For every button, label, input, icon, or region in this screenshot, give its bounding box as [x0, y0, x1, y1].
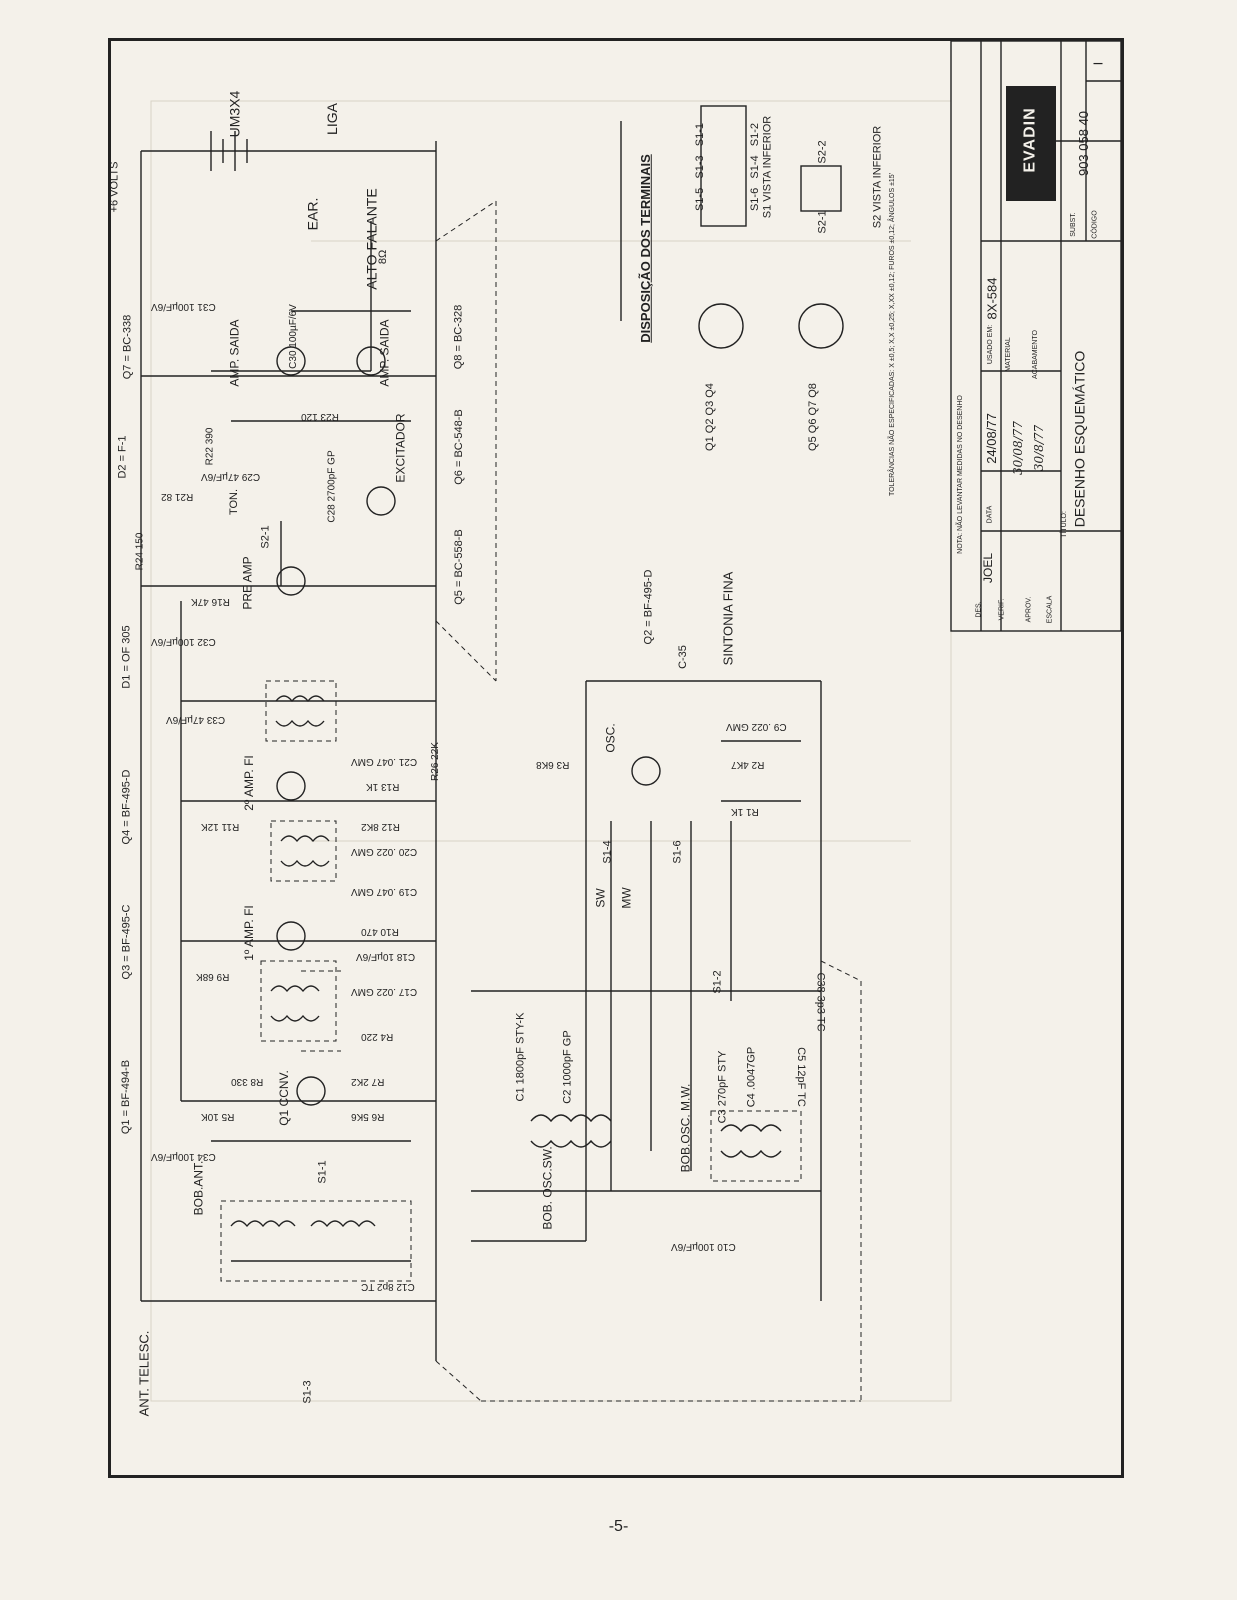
c2-label: C2 1000pF GP [561, 1030, 574, 1104]
speaker-impedance-label: 8Ω [377, 249, 390, 265]
designer-name: JOEL [981, 552, 996, 584]
terminals-title: DISPOSIÇÃO DOS TERMINAIS [637, 154, 653, 343]
c12-label: C12 8p2 TC [361, 1281, 415, 1292]
r6-label: R6 5K6 [351, 1111, 385, 1122]
finish-label: ACABAMENTO [1031, 330, 1039, 379]
r13-label: R13 1K [366, 781, 400, 792]
q7-type-label: Q7 = BC-338 [121, 314, 134, 380]
used-in-label: USADO EM: [987, 324, 995, 365]
page-number: -5- [608, 1518, 629, 1535]
fine-tuning-label: SINTONIA FINA [720, 571, 736, 666]
nota-text: NOTA: NÃO LEVANTAR MEDIDAS NO DESENHO [956, 395, 964, 554]
verif-date: 30/08/77 [1010, 421, 1025, 475]
q8-role-label: AMP. SAIDA [377, 319, 392, 387]
s2-2-term: S2-2 [816, 140, 829, 164]
c35-label: C-35 [676, 645, 689, 669]
r3-label: R3 6K8 [536, 759, 570, 770]
r5-label: R5 10K [201, 1111, 235, 1122]
verif-label: VERIF. [998, 598, 1006, 621]
c4-label: C4 .0047GP [745, 1046, 758, 1108]
c19-label: C19 .047 GMV [351, 886, 418, 897]
osc-mw-coil-label: BOB.OSC. M.W. [678, 1083, 693, 1173]
power-switch-label: LIGA [323, 103, 340, 135]
q1-type-label: Q1 = BF-494-B [120, 1059, 133, 1135]
s2-1-term: S2-1 [816, 210, 829, 234]
q6-type-label: Q6 = BC-548-B [452, 409, 465, 485]
tolerances-text: TOLERÂNCIAS NÃO ESPECIFICADAS: X ±0,5; X,X ±0,25; X,XX ±0,12; FUROS ±0,12; ÂNGULOS ±15' [889, 172, 897, 497]
c21-label: C21 .047 GMV [351, 756, 418, 767]
code-label: CÓDIGO [1091, 210, 1099, 239]
tone-switch-label: TON. [228, 488, 241, 516]
s1-2-term: S1-2 [749, 122, 762, 147]
c33-label: C33 47µF/6V [166, 714, 226, 725]
q6-role-label: EXCITADOR [393, 413, 408, 483]
schematic-sheet [108, 38, 1124, 1478]
brand-logo: EVADIN [1021, 107, 1039, 173]
s1-4-term: S1-4 [749, 155, 762, 179]
d1-type-label: D1 = OF 305 [120, 625, 133, 689]
mw-label: MW [619, 887, 634, 909]
c3-label: C3 270pF STY [716, 1050, 729, 1124]
r4-label: R4 220 [361, 1031, 394, 1042]
s2-caption: S2 VISTA INFERIOR [871, 125, 884, 229]
q5-role-label: PRE AMP [240, 556, 255, 610]
q3-role-label: 1º AMP. FI [241, 905, 256, 961]
q4-type-label: Q4 = BF-495-D [120, 769, 133, 845]
s1-1-label: S1-1 [316, 1160, 329, 1184]
osc-sw-coil-label: BOB. OSC.SW. [540, 1146, 555, 1230]
r2-label: R2 4K7 [731, 759, 765, 770]
c18-label: C18 10µF/6V [356, 951, 416, 962]
r16-label: R16 47K [191, 596, 230, 607]
date-value: 24/08/77 [983, 413, 999, 464]
s1-2-label: S1-2 [711, 970, 724, 994]
s1-top-row [694, 123, 706, 211]
material-label: MATERIAL [1004, 337, 1012, 372]
c32-label: C32 100µF/6V [151, 636, 216, 647]
c38-label: C38 3p3 TC [814, 972, 827, 1032]
r12-label: R12 8K2 [361, 821, 400, 832]
s1-1-term: S1-1 [694, 122, 707, 147]
q1-role-label: Q1 CCNV. [276, 1070, 291, 1126]
s1-4-label: S1-4 [601, 840, 614, 864]
c1-label: C1 1800pF STY-K [514, 1012, 527, 1102]
q3-type-label: Q3 = BF-495-C [120, 904, 133, 980]
group1-label: Q1 Q2 Q3 Q4 [703, 383, 716, 451]
q2-role-label: OSC. [603, 723, 618, 753]
r21-label: R21 82 [161, 491, 194, 502]
revision-value: I [1090, 61, 1106, 66]
s1-3-label: S1-3 [301, 1380, 314, 1404]
d2-type-label: D2 = F-1 [116, 435, 129, 479]
c20-label: C20 .022 GMV [351, 846, 418, 857]
speaker-label: ALTO FALANTE [363, 188, 380, 290]
designer-label: DES. [975, 601, 983, 618]
s1-caption: S1 VISTA INFERIOR [761, 115, 774, 219]
group2-label: Q5 Q6 Q7 Q8 [806, 383, 819, 451]
antenna-coil-label: BOB.ANT. [191, 1160, 206, 1216]
r10-label: R10 470 [361, 926, 399, 937]
scale-label: ESCALA [1046, 595, 1054, 624]
c34-label: C34 100µF/6V [151, 1151, 216, 1162]
s1-bottom-row [749, 123, 761, 211]
antenna-label: ANT. TELESC. [136, 1330, 152, 1417]
q4-role-label: 2º AMP. FI [241, 755, 256, 811]
earphone-label: EAR. [304, 197, 321, 231]
s2-1-label: S2-1 [259, 525, 272, 549]
r8-label: R8 330 [231, 1076, 264, 1087]
q7-role-label: AMP. SAIDA [227, 319, 242, 387]
s1-5-term: S1-5 [694, 187, 707, 212]
q5-type-label: Q5 = BC-558-B [452, 529, 465, 605]
r23-label: R23 120 [301, 411, 339, 422]
q2-type-label: Q2 = BF-495-D [642, 569, 655, 645]
used-in-value: 8X-584 [984, 277, 1000, 320]
r1-label: R1 1K [731, 806, 759, 817]
r9-label: R9 68K [196, 971, 230, 982]
s1-6-term: S1-6 [749, 187, 762, 212]
c5-label: C5 12pF TC [794, 1047, 807, 1107]
r26-label: R26 22K [429, 742, 441, 781]
subst-label: SUBST. [1069, 212, 1077, 237]
c10-label: C10 100µF/6V [671, 1241, 736, 1252]
battery-label: UM3X4 [226, 90, 243, 138]
aprov-label: APROV. [1025, 596, 1033, 623]
code-value: 903 058 40 [1076, 110, 1092, 177]
c31-label: C31 100µF/6V [151, 301, 216, 312]
c30-label: C30 100µF/6V [287, 304, 299, 369]
c9-label: C9 .022 GMV [726, 721, 787, 732]
q8-type-label: Q8 = BC-328 [452, 304, 465, 370]
c17-label: C17 .022 GMV [351, 986, 418, 997]
title-label: TÍTULO: [1060, 511, 1068, 538]
r24-label: R24 150 [134, 532, 146, 571]
supply-voltage-label: +6 VOLTS [108, 161, 121, 213]
c29-label: C29 47µF/6V [201, 471, 261, 482]
r22-label: R22 390 [204, 427, 216, 466]
r7-label: R7 2K2 [351, 1076, 385, 1087]
r11-label: R11 12K [201, 821, 240, 832]
sw-label: SW [593, 888, 608, 908]
s1-6-label: S1-6 [671, 840, 684, 864]
c28-label: C28 2700pF GP [326, 450, 338, 523]
s1-3-term: S1-3 [694, 155, 707, 179]
date-label: DATA [986, 505, 994, 524]
drawing-title: DESENHO ESQUEMÁTICO [1071, 350, 1088, 528]
aprov-date: 30/8/77 [1032, 424, 1047, 472]
